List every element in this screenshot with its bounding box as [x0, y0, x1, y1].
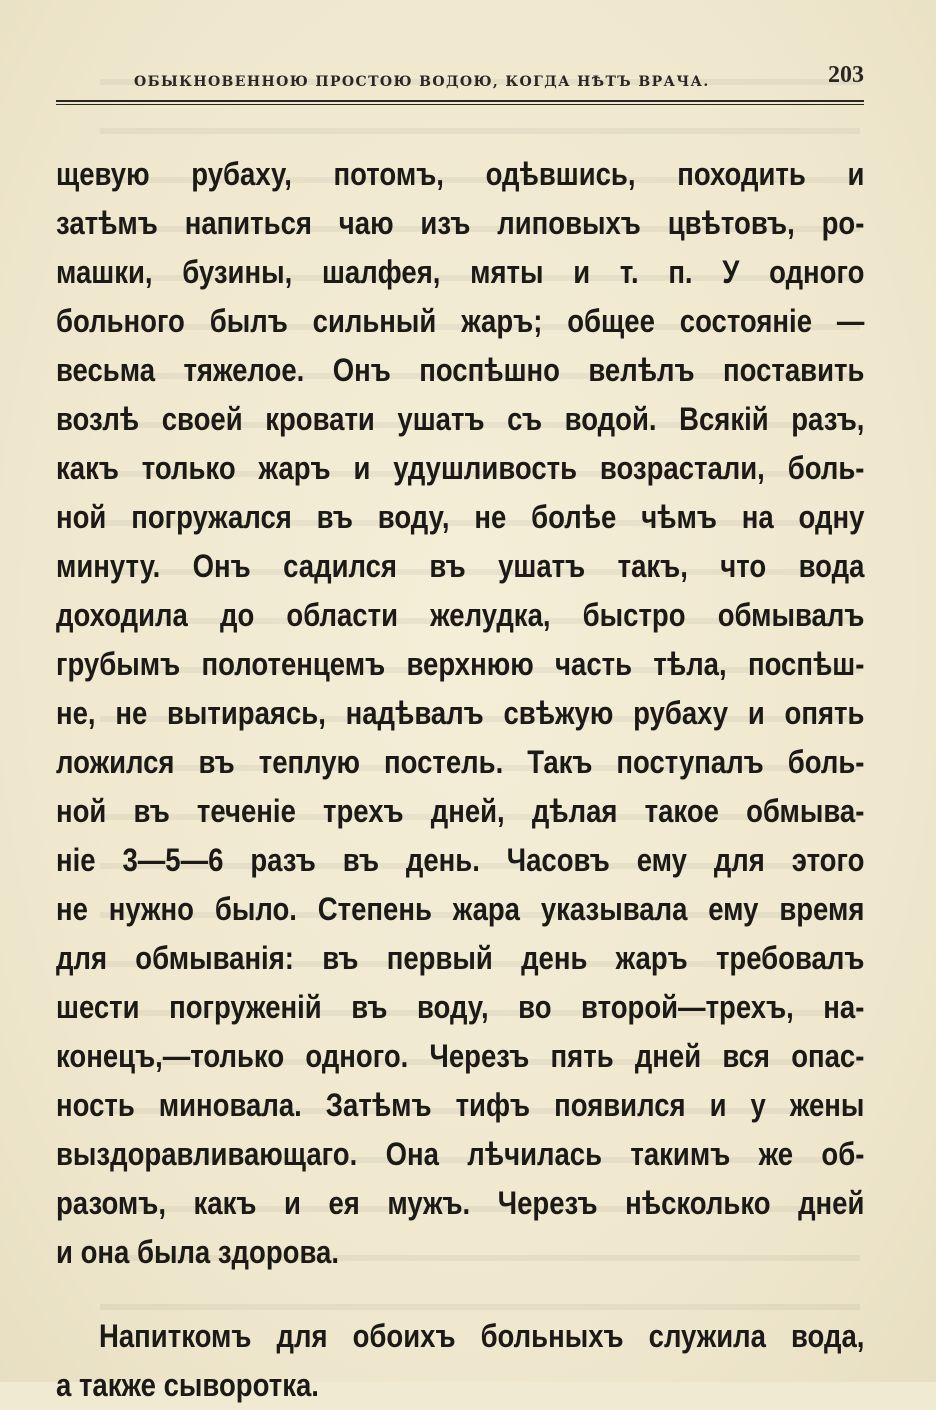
text-line: машки, бузины, шалфея, мяты и т. п. У одного: [56, 254, 865, 290]
running-head: ОБЫКНОВЕННОЮ ПРОСТОЮ ВОДОЮ, КОГДА НѢТЪ ВРАЧА.: [134, 74, 710, 90]
text-line: конецъ,—только одного. Черезъ пять дней вся опас-: [56, 1038, 865, 1074]
text-line: Напиткомъ для обоихъ больныхъ служила вода,: [99, 1318, 865, 1354]
text-line: не нужно было. Степень жара указывала ему время: [56, 891, 865, 927]
text-line: затѣмъ напиться чаю изъ липовыхъ цвѣтовъ, ро-: [56, 205, 865, 241]
text-line: для обмыванія: въ первый день жаръ требовалъ: [56, 940, 865, 976]
text-line: ніе 3—5—6 разъ въ день. Часовъ ему для этого: [56, 842, 865, 878]
text-line: ной погружался въ воду, не болѣе чѣмъ на одну: [56, 499, 865, 535]
text-line: больного былъ сильный жаръ; общее состояніе —: [56, 303, 865, 339]
paragraph: [56, 150, 864, 1277]
text-line: грубымъ полотенцемъ верхнюю часть тѣла, поспѣш-: [56, 646, 865, 682]
text-line: доходила до области желудка, быстро обмывалъ: [56, 597, 865, 633]
text-line: весьма тяжелое. Онъ поспѣшно велѣлъ поставить: [56, 352, 865, 388]
text-line: ность миновала. Затѣмъ тифъ появился и у жены: [56, 1087, 865, 1123]
page-number: 203: [828, 62, 864, 88]
text-line: ной въ теченіе трехъ дней, дѣлая такое обмыва-: [56, 793, 865, 829]
paragraph: [56, 1312, 864, 1410]
page-header: [56, 60, 864, 94]
body-text: [56, 150, 864, 1410]
text-line: шести погруженій въ воду, во второй—трехъ, на-: [56, 989, 865, 1025]
text-line: возлѣ своей кровати ушатъ съ водой. Всякій разъ,: [56, 401, 865, 437]
text-line: ложился въ теплую постель. Такъ поступалъ боль-: [56, 744, 865, 780]
text-line: и она была здорова.: [56, 1234, 339, 1270]
text-line: не, не вытираясь, надѣвалъ свѣжую рубаху и опять: [56, 695, 865, 731]
text-line: выздоравливающаго. Она лѣчилась такимъ же об-: [56, 1136, 865, 1172]
text-line: разомъ, какъ и ея мужъ. Черезъ нѣсколько дней: [56, 1185, 865, 1221]
paragraph-gap: [56, 1277, 864, 1312]
text-line: минуту. Онъ садился въ ушатъ такъ, что вода: [56, 548, 865, 584]
text-line: щевую рубаху, потомъ, одѣвшись, походить и: [56, 156, 865, 192]
text-line: а также сыворотка.: [56, 1367, 319, 1403]
text-line: какъ только жаръ и удушливость возрастали, боль-: [56, 450, 865, 486]
header-rule: [56, 100, 864, 105]
